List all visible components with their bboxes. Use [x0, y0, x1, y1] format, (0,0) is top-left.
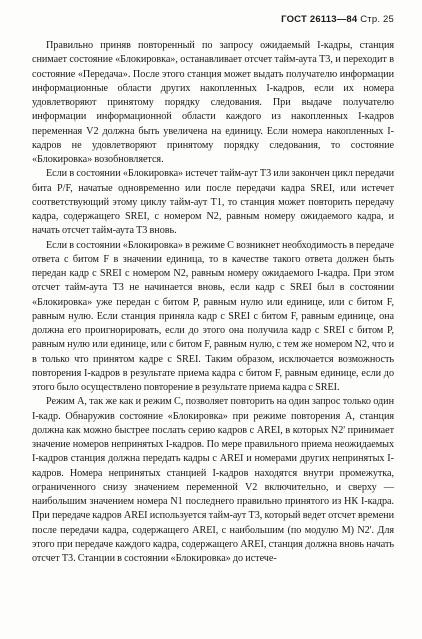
- paragraph: Если в состоянии «Блокировка» в режиме С возникнет необходимость в передаче ответа с битом F в значении единица, то в качестве такого ответа должен быть передан кадр с SREI с номером N2, равным номеру ожидаемого I-кадра. При этом отсчет тайм-аута Т3 не начинается вновь, если кадр с SREI был в состоянии «Блокировка» уже передан с битом P, равным нулю или единице, или с битом F, равным нулю. Если станция приняла кадр с SREI с битом F, равным единице, она должна его проигнорировать, если до этого она получила кадр с SREI с битом P, равным нулю или единице, или с битом F, равным нулю, с тем же номером N2, что и в только что принятом кадре с SREI. Таким образом, исключается возможность повторения I-кадров в результате приема кадра с битом F, равным единице, если до этого было осуществлено повторение в результате приема кадра с SREI.: [32, 239, 394, 393]
- body-text: [32, 39, 394, 566]
- paragraph: Если в состоянии «Блокировка» истечет тайм-аут Т3 или закончен цикл передачи бита P/F, начатые одновременно или после передачи кадра SREI, или истечет соответствующий этому циклу тайм-аут Т1, то станция может повторить передачу кадра, содержащего SREI, с номером N2, равным номеру ожидаемого кадра, и начать отсчет тайм-аута Т3 вновь.: [32, 168, 394, 237]
- page-number: 25: [383, 14, 394, 25]
- paragraph: Режим А, так же как и режим С, позволяет повторить на один запрос только один I-кадр. Обнаружив состояние «Блокировка» при режиме повторения А, станция должна как можно быстрее послать серию кадров с AREI, в которых N2' принимает значение номеров непринятых I-кадров. По мере правильного приема неожидаемых I-кадров станция должна передать кадры с AREI и номерами других непринятых I-кадров. Номера непринятых станцией I-кадров находятся внутри промежутка, ограниченного снизу значением переменной V2 включительно, и сверху — наибольшим значением номера N1 последнего правильно принятого из НК I-кадра. При передаче кадров AREI используется тайм-аут Т3, который ведет отсчет времени после передачи кадра, содержащего AREI, с наибольшим (по модулю М) N2'. Для этого при передаче каждого кадра, содержащего AREI, станция должна вновь начать отсчет Т3. Станции в состоянии «Блокировка» до истече-: [32, 396, 394, 564]
- page-header: [281, 14, 394, 25]
- standard-number: ГОСТ 26113—84: [281, 14, 358, 25]
- page-label: Стр.: [360, 14, 381, 25]
- paragraph: Правильно приняв повторенный по запросу ожидаемый I-кадры, станция снимает состояние «Блокировка», останавливает отсчет тайм-аута Т3, и переходит в состояние «Передача». После этого станция может выдать получателю информации информационные области других накопленных I-кадров, если их номера удовлетворяют принятому порядку следования. При выдаче получателю информации информационной области каждого из накопленных I-кадров переменная V2 должна быть увеличена на единицу. Если номера накопленных I-кадров не удовлетворяют принятому порядку следования, то состояние «Блокировка» возобновляется.: [32, 40, 394, 165]
